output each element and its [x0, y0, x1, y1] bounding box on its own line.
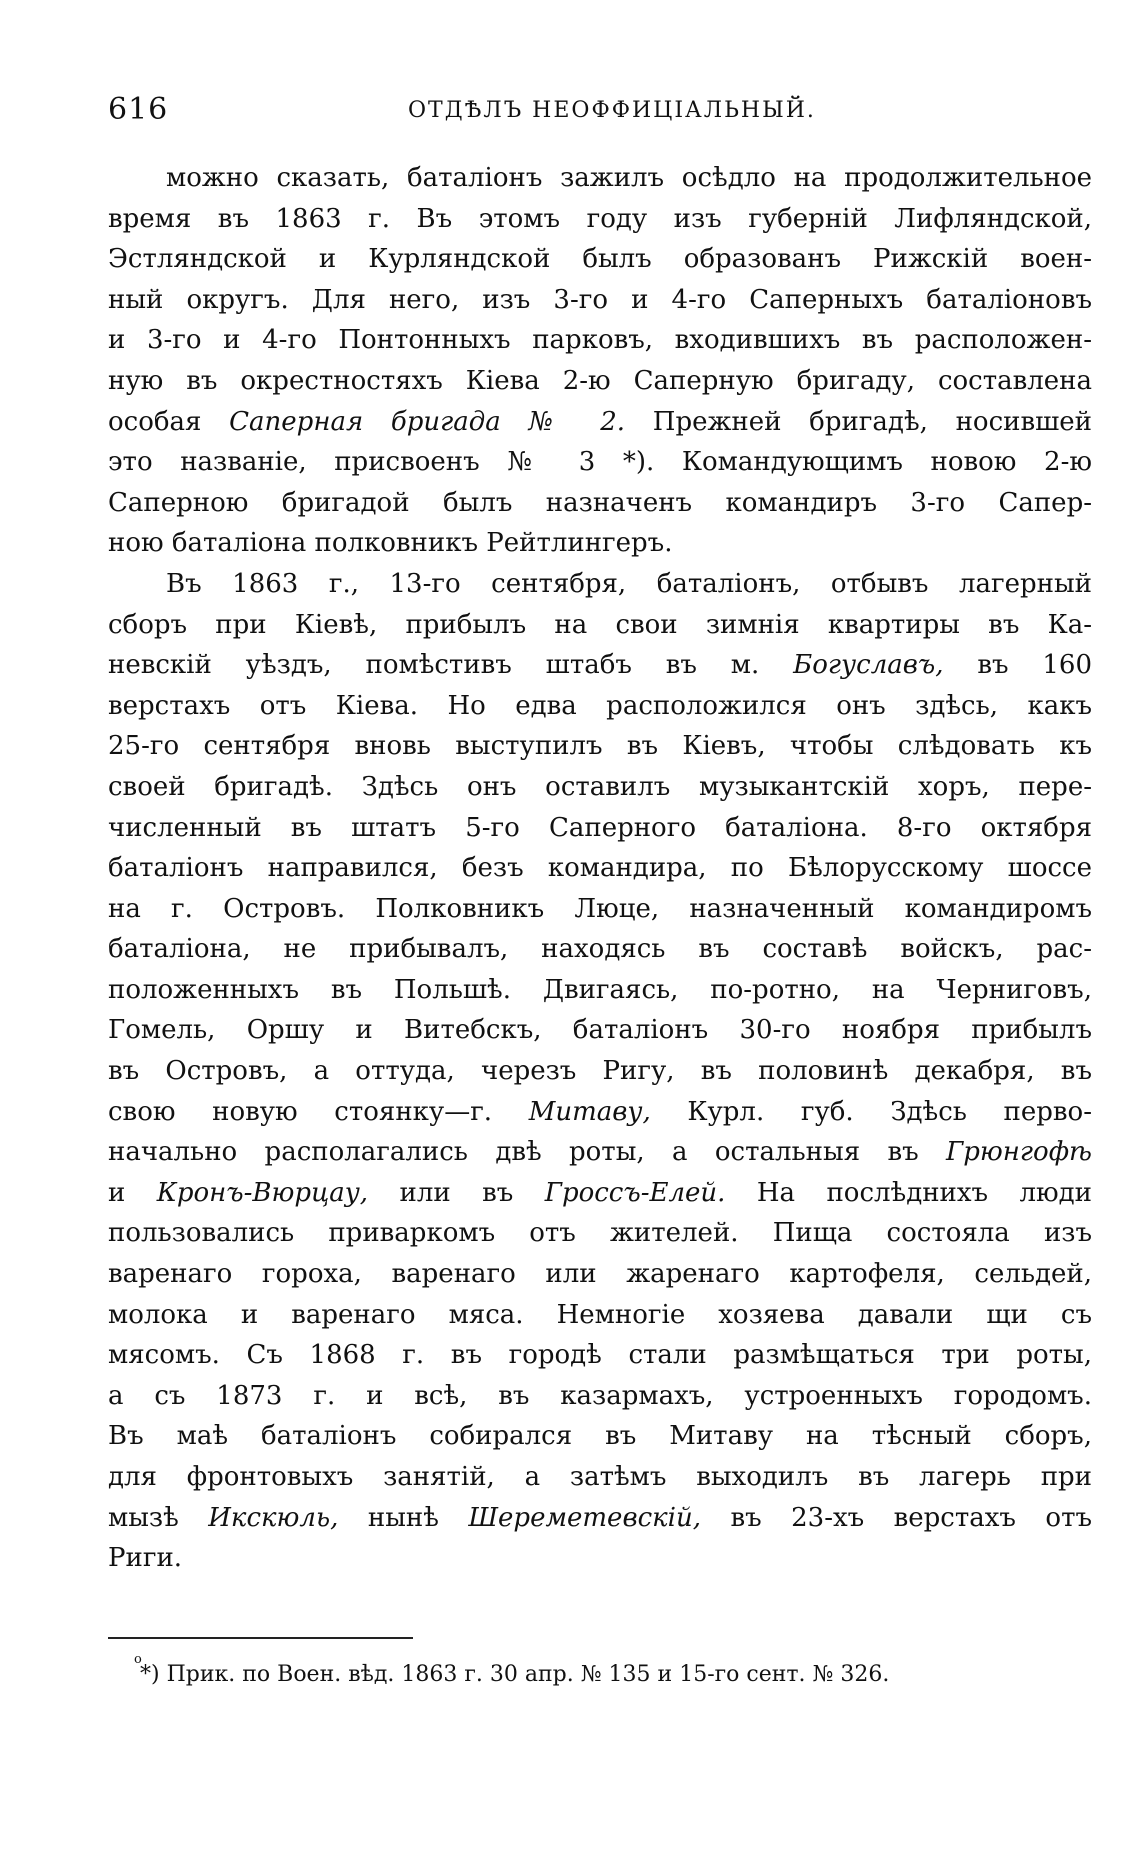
text-run: или въ: [368, 1177, 545, 1208]
italic-text: Кронъ-Вюрцау,: [156, 1177, 369, 1208]
text-line: ную въ окрестностяхъ Кіева 2-ю Саперную бригаду, составлена: [108, 365, 1092, 396]
italic-text: Гроссъ-Елей.: [544, 1177, 726, 1208]
running-title: ОТДѢЛЪ НЕОФФИЦІАЛЬНЫЙ.: [408, 98, 816, 123]
footnote-divider: [108, 1637, 413, 1639]
italic-text: Митаву,: [528, 1096, 651, 1127]
italic-text: Грюнгофѣ: [946, 1137, 1092, 1168]
text-run: На послѣднихъ люди: [725, 1177, 1092, 1208]
footnote-text: *) Прик. по Воен. вѣд. 1863 г. 30 апр. № 135 и 15-го сент. № 326.: [140, 1662, 890, 1687]
text-line: Въ 1863 г., 13-го сентября, баталіонъ, отбывъ лагерный: [166, 568, 1092, 599]
italic-text: Богуславъ,: [793, 650, 944, 681]
body-text: [108, 158, 1092, 1579]
text-line: своей бригадѣ. Здѣсь онъ оставилъ музыкантскій хоръ, пере-: [108, 771, 1092, 802]
text-run: нынѣ: [338, 1502, 469, 1533]
text-line: положенныхъ въ Польшѣ. Двигаясь, по-ротно, на Черниговъ,: [108, 974, 1092, 1005]
text-line: баталіона, не прибывалъ, находясь въ составѣ войскъ, рас-: [108, 934, 1092, 965]
text-line: для фронтовыхъ занятій, а затѣмъ выходилъ въ лагерь при: [108, 1462, 1092, 1492]
text-line: можно сказать, баталіонъ зажилъ осѣдло на продолжительное: [166, 163, 1092, 193]
text-run: невскій уѣздъ, помѣстивъ штабъ въ м.: [108, 650, 794, 681]
text-run: въ 160: [943, 650, 1092, 681]
text-line: Гомель, Оршу и Витебскъ, баталіонъ 30-го ноября прибылъ: [108, 1015, 1092, 1046]
text-line: въ Островъ, а оттуда, черезъ Ригу, въ половинѣ декабря, въ: [108, 1056, 1092, 1087]
text-run: и: [108, 1177, 157, 1208]
text-line: время въ 1863 г. Въ этомъ году изъ губерній Лифляндской,: [108, 203, 1092, 234]
text-line: верстахъ отъ Кіева. Но едва расположился онъ здѣсь, какъ: [108, 690, 1092, 721]
footnote-mark: о: [134, 1652, 142, 1667]
italic-text: Икскюль,: [208, 1502, 339, 1533]
text-line: ною баталіона полковникъ Рейтлингеръ.: [108, 528, 673, 559]
text-line: а съ 1873 г. и всѣ, въ казармахъ, устроенныхъ городомъ.: [108, 1380, 1092, 1411]
text-line: [108, 1173, 1092, 1214]
footnote: [134, 1652, 890, 1687]
text-line: Эстляндской и Курляндской былъ образованъ Рижскій воен-: [108, 244, 1092, 275]
text-line: варенаго гороха, варенаго или жаренаго картофеля, сельдей,: [108, 1259, 1092, 1290]
text-run: Курл. губ. Здѣсь перво-: [650, 1096, 1092, 1127]
text-line: численный въ штатъ 5-го Саперного баталіона. 8-го октября: [108, 812, 1092, 843]
text-line: Риги.: [108, 1543, 183, 1574]
text-line: ный округъ. Для него, изъ 3-го и 4-го Саперныхъ баталіоновъ: [108, 284, 1092, 315]
text-line: баталіонъ направился, безъ командира, по Бѣлорусскому шоссе: [108, 853, 1092, 884]
text-line: и 3-го и 4-го Понтонныхъ парковъ, входившихъ въ расположен-: [108, 325, 1092, 356]
text-run: мызѣ: [108, 1502, 209, 1533]
text-line: [108, 402, 1092, 443]
text-line: молока и варенаго мяса. Немногіе хозяева давали щи съ: [108, 1299, 1092, 1330]
text-line: мясомъ. Съ 1868 г. въ городѣ стали размѣщаться три роты,: [108, 1340, 1092, 1371]
text-line: Въ маѣ баталіонъ собирался въ Митаву на тѣсный сборъ,: [108, 1421, 1092, 1452]
text-line: [108, 1132, 1092, 1173]
text-run: въ 23-хъ верстахъ отъ: [701, 1502, 1092, 1533]
text-line: Саперною бригадой былъ назначенъ командиръ 3-го Сапер-: [108, 487, 1092, 518]
text-line: на г. Островъ. Полковникъ Люце, назначенный командиромъ: [108, 893, 1092, 924]
text-run: особая: [108, 406, 230, 437]
italic-text: Шереметевскій,: [468, 1502, 701, 1533]
text-line: [108, 1498, 1092, 1539]
text-line: сборъ при Кіевѣ, прибылъ на свои зимнія квартиры въ Ка-: [108, 609, 1092, 640]
page-number: 616: [108, 92, 169, 127]
text-line: это названіе, присвоенъ № 3 *). Командующимъ новою 2-ю: [108, 447, 1092, 478]
page-header: [108, 92, 1092, 132]
text-run: свою новую стоянку—г.: [108, 1096, 529, 1127]
text-line: пользовались приваркомъ отъ жителей. Пища состояла изъ: [108, 1218, 1092, 1249]
italic-text: Саперная бригада № 2.: [229, 406, 626, 437]
text-run: начально располагались двѣ роты, а остальныя въ: [108, 1137, 947, 1168]
text-run: Прежней бригадѣ, носившей: [625, 406, 1092, 437]
text-line: [108, 645, 1092, 686]
text-line: [108, 1092, 1092, 1133]
text-line: 25-го сентября вновь выступилъ въ Кіевъ, чтобы слѣдовать къ: [108, 731, 1092, 762]
